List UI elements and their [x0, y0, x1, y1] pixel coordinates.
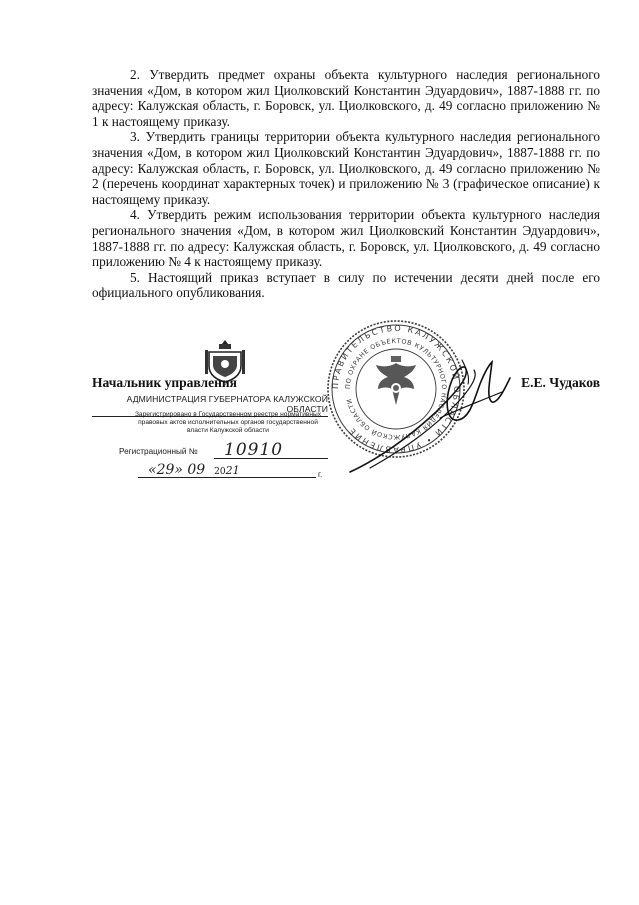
- registration-stamp: [92, 394, 328, 484]
- paragraph-3: 3. Утвердить границы территории объекта культурного наследия регионального значения «Дом, в котором жил Циолковский Константин Эдуардович», 1887-1888 гг. по адресу: Калужская область, г. Боровск, ул. Циолковского, д. 49 согласно приложению № 2 (перечень координат характерных точек) и приложению № 3 (графическое описание) к настоящему приказу.: [92, 129, 600, 207]
- signatory-name: Е.Е. Чудаков: [521, 375, 600, 390]
- paragraph-2: 2. Утвердить предмет охраны объекта культурного наследия регионального значения «Дом, в котором жил Циолковский Константин Эдуардович», 1887-1888 гг. по адресу: Калужская область, г. Боровск, ул. Циолковского, д. 49 согласно приложению № 1 к настоящему приказу.: [92, 67, 600, 129]
- handwritten-signature-icon: [340, 340, 515, 480]
- registration-date-day-month: «29» 09: [148, 462, 206, 478]
- registration-date: [148, 462, 240, 478]
- svg-text:ПО ОХРАНЕ ОБЪЕКТОВ КУЛЬТУРНОГО: ПО ОХРАНЕ ОБЪЕКТОВ КУЛЬТУРНОГО НАСЛЕДИЯ КАЛУЖСКОЙ ОБЛАСТИ: [343, 336, 449, 442]
- registration-date-year: 21: [225, 464, 240, 477]
- registration-number: 10910: [224, 440, 284, 460]
- registration-stamp-header: АДМИНИСТРАЦИЯ ГУБЕРНАТОРА КАЛУЖСКОЙ ОБЛАСТИ: [92, 394, 328, 417]
- paragraph-5: 5. Настоящий приказ вступает в силу по истечении десяти дней после его официального опубликования.: [92, 269, 600, 301]
- registration-date-suffix: г.: [318, 470, 323, 479]
- registration-date-year-prefix: 20: [214, 467, 226, 477]
- signatory-title: Начальник управления: [92, 375, 237, 390]
- paragraph-4: 4. Утвердить режим использования территории объекта культурного наследия регионального значения «Дом, в котором жил Циолковский Константин Эдуардович», 1887-1888 гг. по адресу: Калужская область, г. Боровск, ул. Циолковского, д. 49 согласно приложению № 4 к настоящему приказу.: [92, 207, 600, 270]
- order-text: [92, 67, 600, 301]
- svg-text:ПРАВИТЕЛЬСТВО КАЛУЖСКОЙ ОБЛАСТ: ПРАВИТЕЛЬСТВО КАЛУЖСКОЙ ОБЛАСТИ • УПРАВЛЕНИЕ: [330, 323, 462, 455]
- registration-stamp-body: Зарегистрировано в Государственном реестре нормативных правовых актов исполнительных органов государственной власти Калужской области: [134, 411, 322, 434]
- registration-number-label: Регистрационный №: [119, 447, 198, 456]
